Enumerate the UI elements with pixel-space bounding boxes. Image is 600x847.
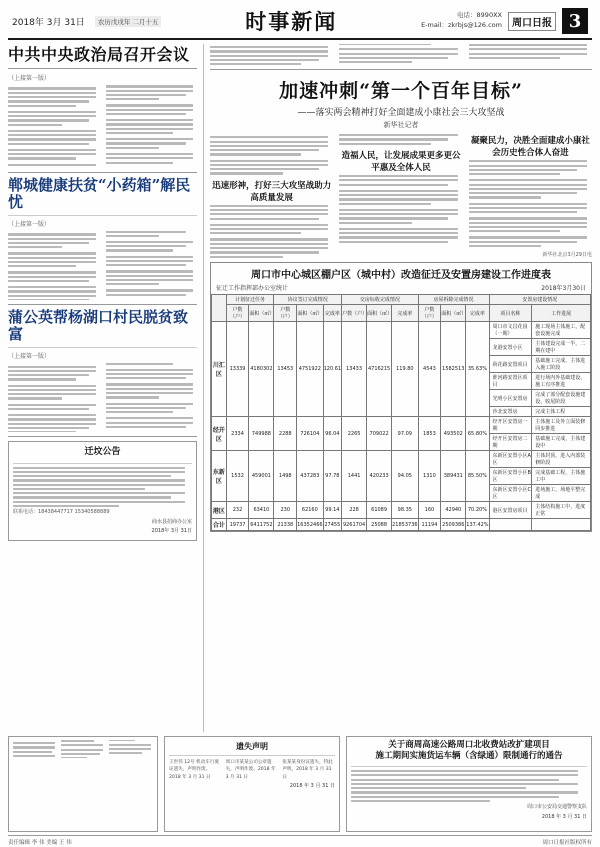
th-group-2: 交房标收完成情况 [342,295,418,305]
table-cell: 1532 [226,451,249,502]
table-cell: 160 [418,502,441,519]
table-project-name: 沙北安置房 [489,407,532,417]
masthead-right [421,8,588,34]
table-cell: 389431 [441,451,466,502]
paper-name: 周口日报 [508,12,556,31]
th-sub-3: 面积（㎡） [297,305,323,322]
table-cell: 120.61 [323,322,342,417]
article-headline: 郸城健康扶贫“小药箱”解民忧 [8,175,191,212]
table-cell: 62160 [297,502,323,519]
table-sub-header-row [212,305,591,322]
th-sub-9: 面积（㎡） [441,305,466,322]
feature-agency: 新华社记者 [383,121,419,130]
table-cell: 726104 [297,417,323,451]
table-cell: 35.63% [466,322,489,417]
table-cell: 25088 [367,519,392,531]
highway-notice-signature: 周口市公安局交通警察支队 [526,804,587,811]
table-project-name: 东新区安置小区B区 [489,468,532,485]
feature-section-heading: 迅速形神，打好三大攻坚战助力高质量发展 [212,180,332,203]
th-sub-10: 完成率 [466,305,489,322]
highway-notice-title-1: 关于商周高速公路周口北收费站改扩建项目 [388,740,550,750]
contact-block [421,11,502,31]
table-cell: 9261704 [342,519,367,531]
th-sub-4: 完成率 [323,305,342,322]
highway-notice [346,736,592,832]
table-meta-left: 征迁工作指挥部办公室统计 [216,285,289,293]
table-project-status [532,519,591,531]
table-cell: 119.80 [392,322,418,417]
th-district [212,295,227,322]
loss-notice-date: 2018 年 3 月 31 日 [289,783,335,790]
table-project-name: 东新区安置小区C区 [489,485,532,502]
table-row [212,417,591,434]
masthead [8,6,592,40]
table-project-status: 基础施工完成，主体建设中 [532,434,591,451]
table-row [212,451,591,468]
highway-notice-date: 2018 年 3 月 31 日 [541,813,587,820]
article-body [8,231,197,300]
notice-body [13,467,192,508]
table-project-name: 经开区安置房二期 [489,434,532,451]
table-cell: 99.14 [323,502,342,519]
article-body [8,85,197,167]
article-dandelion [8,309,197,432]
th-sub-7: 完成率 [392,305,418,322]
table-row-label: 川汇区 [212,322,227,417]
table-cell: 2334 [226,417,249,451]
table-row-label: 经开区 [212,417,227,451]
table-project-status: 基础施工完成，主体进入施工阶段 [532,356,591,373]
notice-date: 2018年 3月 31日 [151,528,192,535]
th-sub-1: 面积（㎡） [249,305,274,322]
table-cell: 27455 [323,519,342,531]
article-body [8,363,197,432]
feature-subheadline: ——落实两会精神打好全面建成小康社会三大攻坚战 [297,108,505,119]
notice-signature: 商水县招商办公室 [151,518,192,525]
table-project-status: 进行场内外基础建设，施工有序推进 [532,373,591,390]
left-column [8,44,204,732]
article-headline: 蒲公英帮杨湖口村民脱贫致富 [8,307,189,344]
th-group-0: 计划征迁任务 [226,295,274,305]
th-sub-2: 户数（户） [274,305,297,322]
table-project-name: 淮河路安置区项目 [489,373,532,390]
table-project-name [489,519,532,531]
table-row [212,322,591,339]
th-sub-8: 户数（户） [418,305,441,322]
table-cell: 1441 [342,451,367,502]
feature-headline: 加速冲刺“第一个百年目标” [279,80,523,103]
feature-section-heading: 凝聚民力，决胜全面建成小康社会历史性合体人奋进 [470,136,590,159]
table-cell: 70.20% [466,502,489,519]
notice-contact: 联系电话：18438447717 15340588889 [13,509,110,516]
feature-section-heading: 造福人民，让发展成果更多更公平惠及全体人民 [341,150,461,173]
list-item: 张某某身份证遗失，特此声明。2018 年 3 月 31 日 [282,760,333,780]
table-group-header-row [212,295,591,305]
table-cell: 230 [274,502,297,519]
table-project-status: 完成了部分配套设施建设，收尾阶段 [532,390,591,407]
table-cell: 16352466 [297,519,323,531]
table-cell: 98.35 [392,502,418,519]
table-project-status: 主体结构施工中，进度正常 [532,502,591,519]
table-cell: 709022 [367,417,392,451]
article-byline: （上接第一版） [8,221,51,229]
table-cell: 2288 [274,417,297,451]
table-cell: 63410 [249,502,274,519]
table-row-label: 东新区 [212,451,227,502]
right-column [210,44,592,732]
relocation-notice [8,441,197,541]
page-number-badge: 3 [562,8,588,34]
table-row [212,519,591,531]
table-meta [211,283,591,294]
table-cell: 4716215 [367,322,392,417]
table-cell: 459001 [249,451,274,502]
table-cell: 137.42% [466,519,489,531]
th-sub-6: 面积（㎡） [367,305,392,322]
highway-notice-title-2: 施工期间实施货运车辆（含绿通）限制通行的通告 [375,751,563,762]
bottom-notices [8,736,592,832]
th-sub-5: 户数（户） [342,305,367,322]
footer-right: 周口日报社版权所有 [542,840,592,846]
th-group-1: 协议签订完成情况 [274,295,342,305]
table-cell: 21338 [274,519,297,531]
publication-date: 2018年 3月 31日 [12,17,85,28]
table-cell: 4751922 [297,322,323,417]
article-byline: （上接第一版） [8,353,51,361]
list-item: 周口市某某公司公章遗失，声明作废。2018 年 3 月 31 日 [225,760,276,780]
masthead-center [245,6,337,36]
page-title: 时事新闻 [245,9,338,34]
table-project-name: 东新区安置小区A区 [489,451,532,468]
table-cell: 13433 [342,322,367,417]
article-byline: （上接第一版） [8,75,51,83]
progress-table [211,294,591,531]
table-cell: 493502 [441,417,466,451]
th-sub-12: 工作进展 [532,305,591,322]
table-cell: 94.05 [392,451,418,502]
table-row-label: 合计 [212,519,227,531]
table-cell: 61089 [367,502,392,519]
table-cell: 749988 [249,417,274,451]
feature-dateline: 新华社北京3月29日电 [542,252,592,259]
top-continuation-text [210,44,592,65]
lunar-date-tag: 农历戊戌年 二月十五 [95,16,162,27]
table-body [212,322,591,531]
phone-line: 电话：8990XX [457,11,502,20]
th-group-4: 安置房建设情况 [489,295,590,305]
th-sub-0: 户数（户） [226,305,249,322]
body-columns [8,44,592,732]
table-cell: 232 [226,502,249,519]
progress-table-block [210,262,592,532]
table-project-name: 荷花路安置项目 [489,356,532,373]
table-cell: 6411752 [249,519,274,531]
table-cell: 13453 [274,322,297,417]
table-project-status: 完成基础工程，主体施工中 [532,468,591,485]
table-cell: 4543 [418,322,441,417]
table-project-name: 经开区安置房一期 [489,417,532,434]
table-cell: 42940 [441,502,466,519]
table-cell: 97.09 [392,417,418,451]
loss-declaration-left [8,736,158,832]
feature-body [210,134,592,258]
table-row-label: 港区 [212,502,227,519]
loss-items-left [13,740,153,758]
table-cell: 437283 [297,451,323,502]
table-cell: 228 [342,502,367,519]
table-cell: 1582513 [441,322,466,417]
article-headline: 中共中央政治局召开会议 [8,45,190,64]
table-cell: 13339 [226,322,249,417]
table-project-status: 主体施工及外立面装修同步推进 [532,417,591,434]
table-cell: 1310 [418,451,441,502]
table-cell: 85.50% [466,451,489,502]
table-cell: 96.04 [323,417,342,451]
table-cell: 1498 [274,451,297,502]
notice-title: 迁坟公告 [84,447,121,458]
table-cell: 11194 [418,519,441,531]
table-row [212,502,591,519]
loss-notice-title: 遗失声明 [236,741,268,751]
table-cell: 2509386 [441,519,466,531]
table-cell: 97.78 [323,451,342,502]
table-meta-right: 2018年3月30日 [541,285,586,293]
table-project-name: 光明小区安置房 [489,390,532,407]
table-cell: 65.80% [466,417,489,451]
table-project-name: 港区安置房项目 [489,502,532,519]
th-sub-11: 项目名称 [489,305,532,322]
table-cell: 21853736 [392,519,418,531]
th-group-3: 房屋拆除完成情况 [418,295,489,305]
page-footer [8,835,592,846]
list-item: 王世伟 12号 机动车行驶证遗失，声明作废。2018 年 3 月 31 日 [169,760,220,780]
masthead-left [12,15,161,28]
table-project-status: 进场施工，场地平整完成 [532,485,591,502]
table-cell: 4180302 [249,322,274,417]
table-cell: 1853 [418,417,441,451]
email-line: E-mail：zkrbjs@126.com [421,21,502,29]
table-project-status: 施工现场主体施工，配套设施完成 [532,322,591,339]
table-cell: 2265 [342,417,367,451]
loss-notice-items [169,759,335,781]
table-project-status: 完成主体工程 [532,407,591,417]
table-project-name: 周口市文昌花园（一期） [489,322,532,339]
table-cell: 19737 [226,519,249,531]
table-project-name: 龙港安置小区 [489,339,532,356]
article-politburo [8,46,197,168]
table-project-status: 主体建设完成一半，二期在建中 [532,339,591,356]
highway-notice-body [351,770,587,802]
article-health-poverty [8,177,197,300]
table-project-status: 主体封顶，进入内部装修阶段 [532,451,591,468]
table-cell: 420233 [367,451,392,502]
footer-left: 责任编辑 李 伟 美编 王 伟 [8,840,72,846]
loss-declaration-notice [164,736,340,832]
table-title: 周口市中心城区棚户区（城中村）改造征迁及安置房建设工作进度表 [251,270,551,282]
